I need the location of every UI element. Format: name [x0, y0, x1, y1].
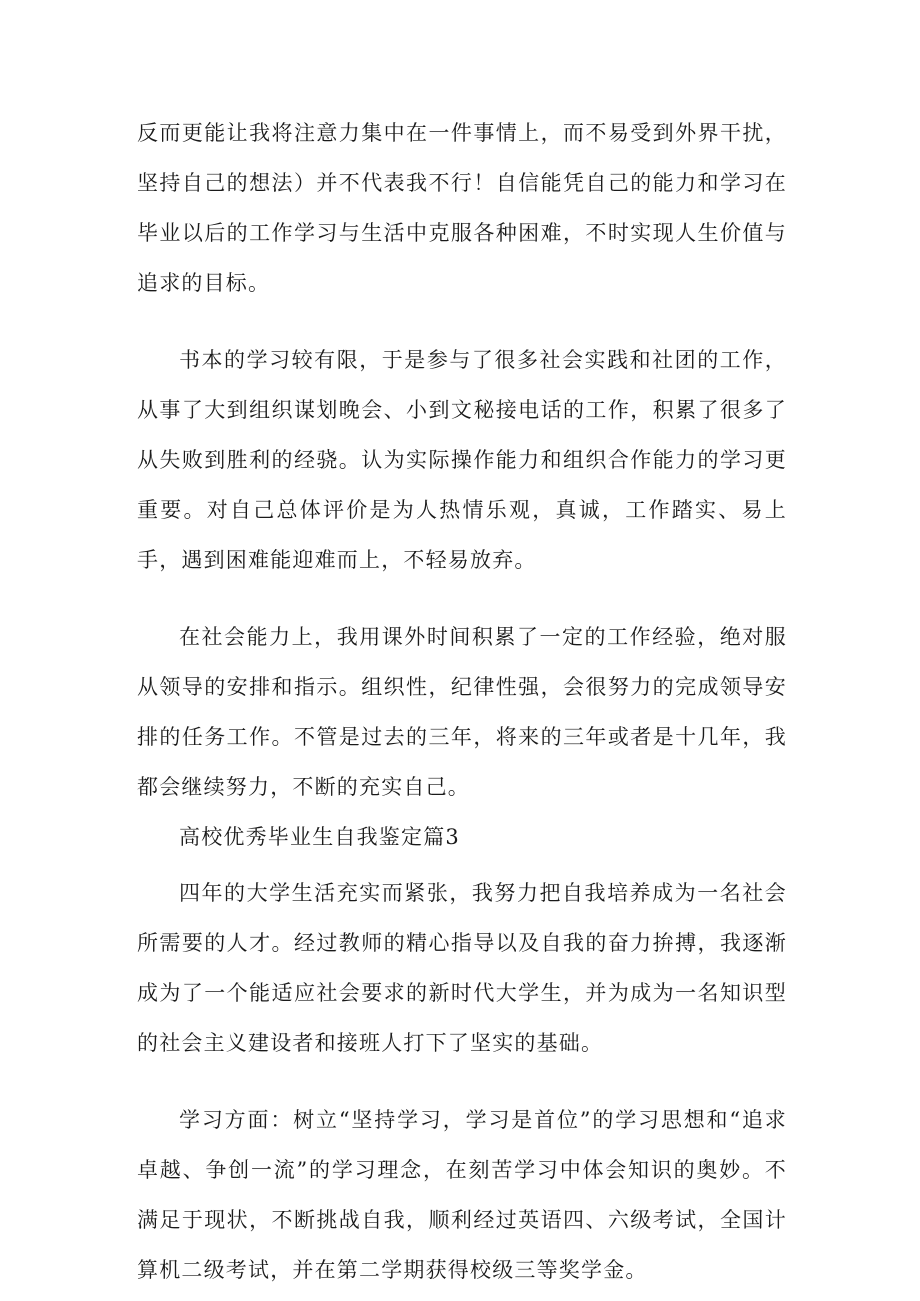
- paragraph-continuation: 反而更能让我将注意力集中在一件事情上，而不易受到外界干扰，坚持自己的想法）并不代表我不行！自信能凭自己的能力和学习在毕业以后的工作学习与生活中克服各种困难，不时实现人生价值与追求的目标。: [137, 121, 787, 295]
- paragraph-social-practice: 书本的学习较有限，于是参与了很多社会实践和社团的工作，从事了大到组织谋划晚会、小到文秘接电话的工作，积累了很多了从失败到胜利的经骁。认为实际操作能力和组织合作能力的学习更重要。对自己总体评价是为人热情乐观，真诚，工作踏实、易上手，遇到困难能迎难而上，不轻易放弃。: [137, 348, 787, 572]
- document-page: [137, 108, 787, 1295]
- paragraph-university-life: 四年的大学生活充实而紧张，我努力把自我培养成为一名社会所需要的人才。经过教师的精心指导以及自我的奋力拚搏，我逐渐成为了一个能适应社会要求的新时代大学生，并为成为一名知识型的社会主义建设者和接班人打下了坚实的基础。: [137, 881, 787, 1055]
- section-heading: 高校优秀毕业生自我鉴定篇3: [179, 825, 460, 849]
- paragraph-study: 学习方面：树立“坚持学习，学习是首位”的学习思想和“追求卓越、争创一流”的学习理念，在刻苦学习中体会知识的奥妙。不满足于现状，不断挑战自我，顺利经过英语四、六级考试，全国计算机二级考试，并在第二学期获得校级三等奖学金。: [137, 1108, 787, 1282]
- paragraph-social-ability: 在社会能力上，我用课外时间积累了一定的工作经验，绝对服从领导的安排和指示。组织性，纪律性强，会很努力的完成领导安排的任务工作。不管是过去的三年，将来的三年或者是十几年，我都会继续努力，不断的充实自己。: [137, 625, 787, 799]
